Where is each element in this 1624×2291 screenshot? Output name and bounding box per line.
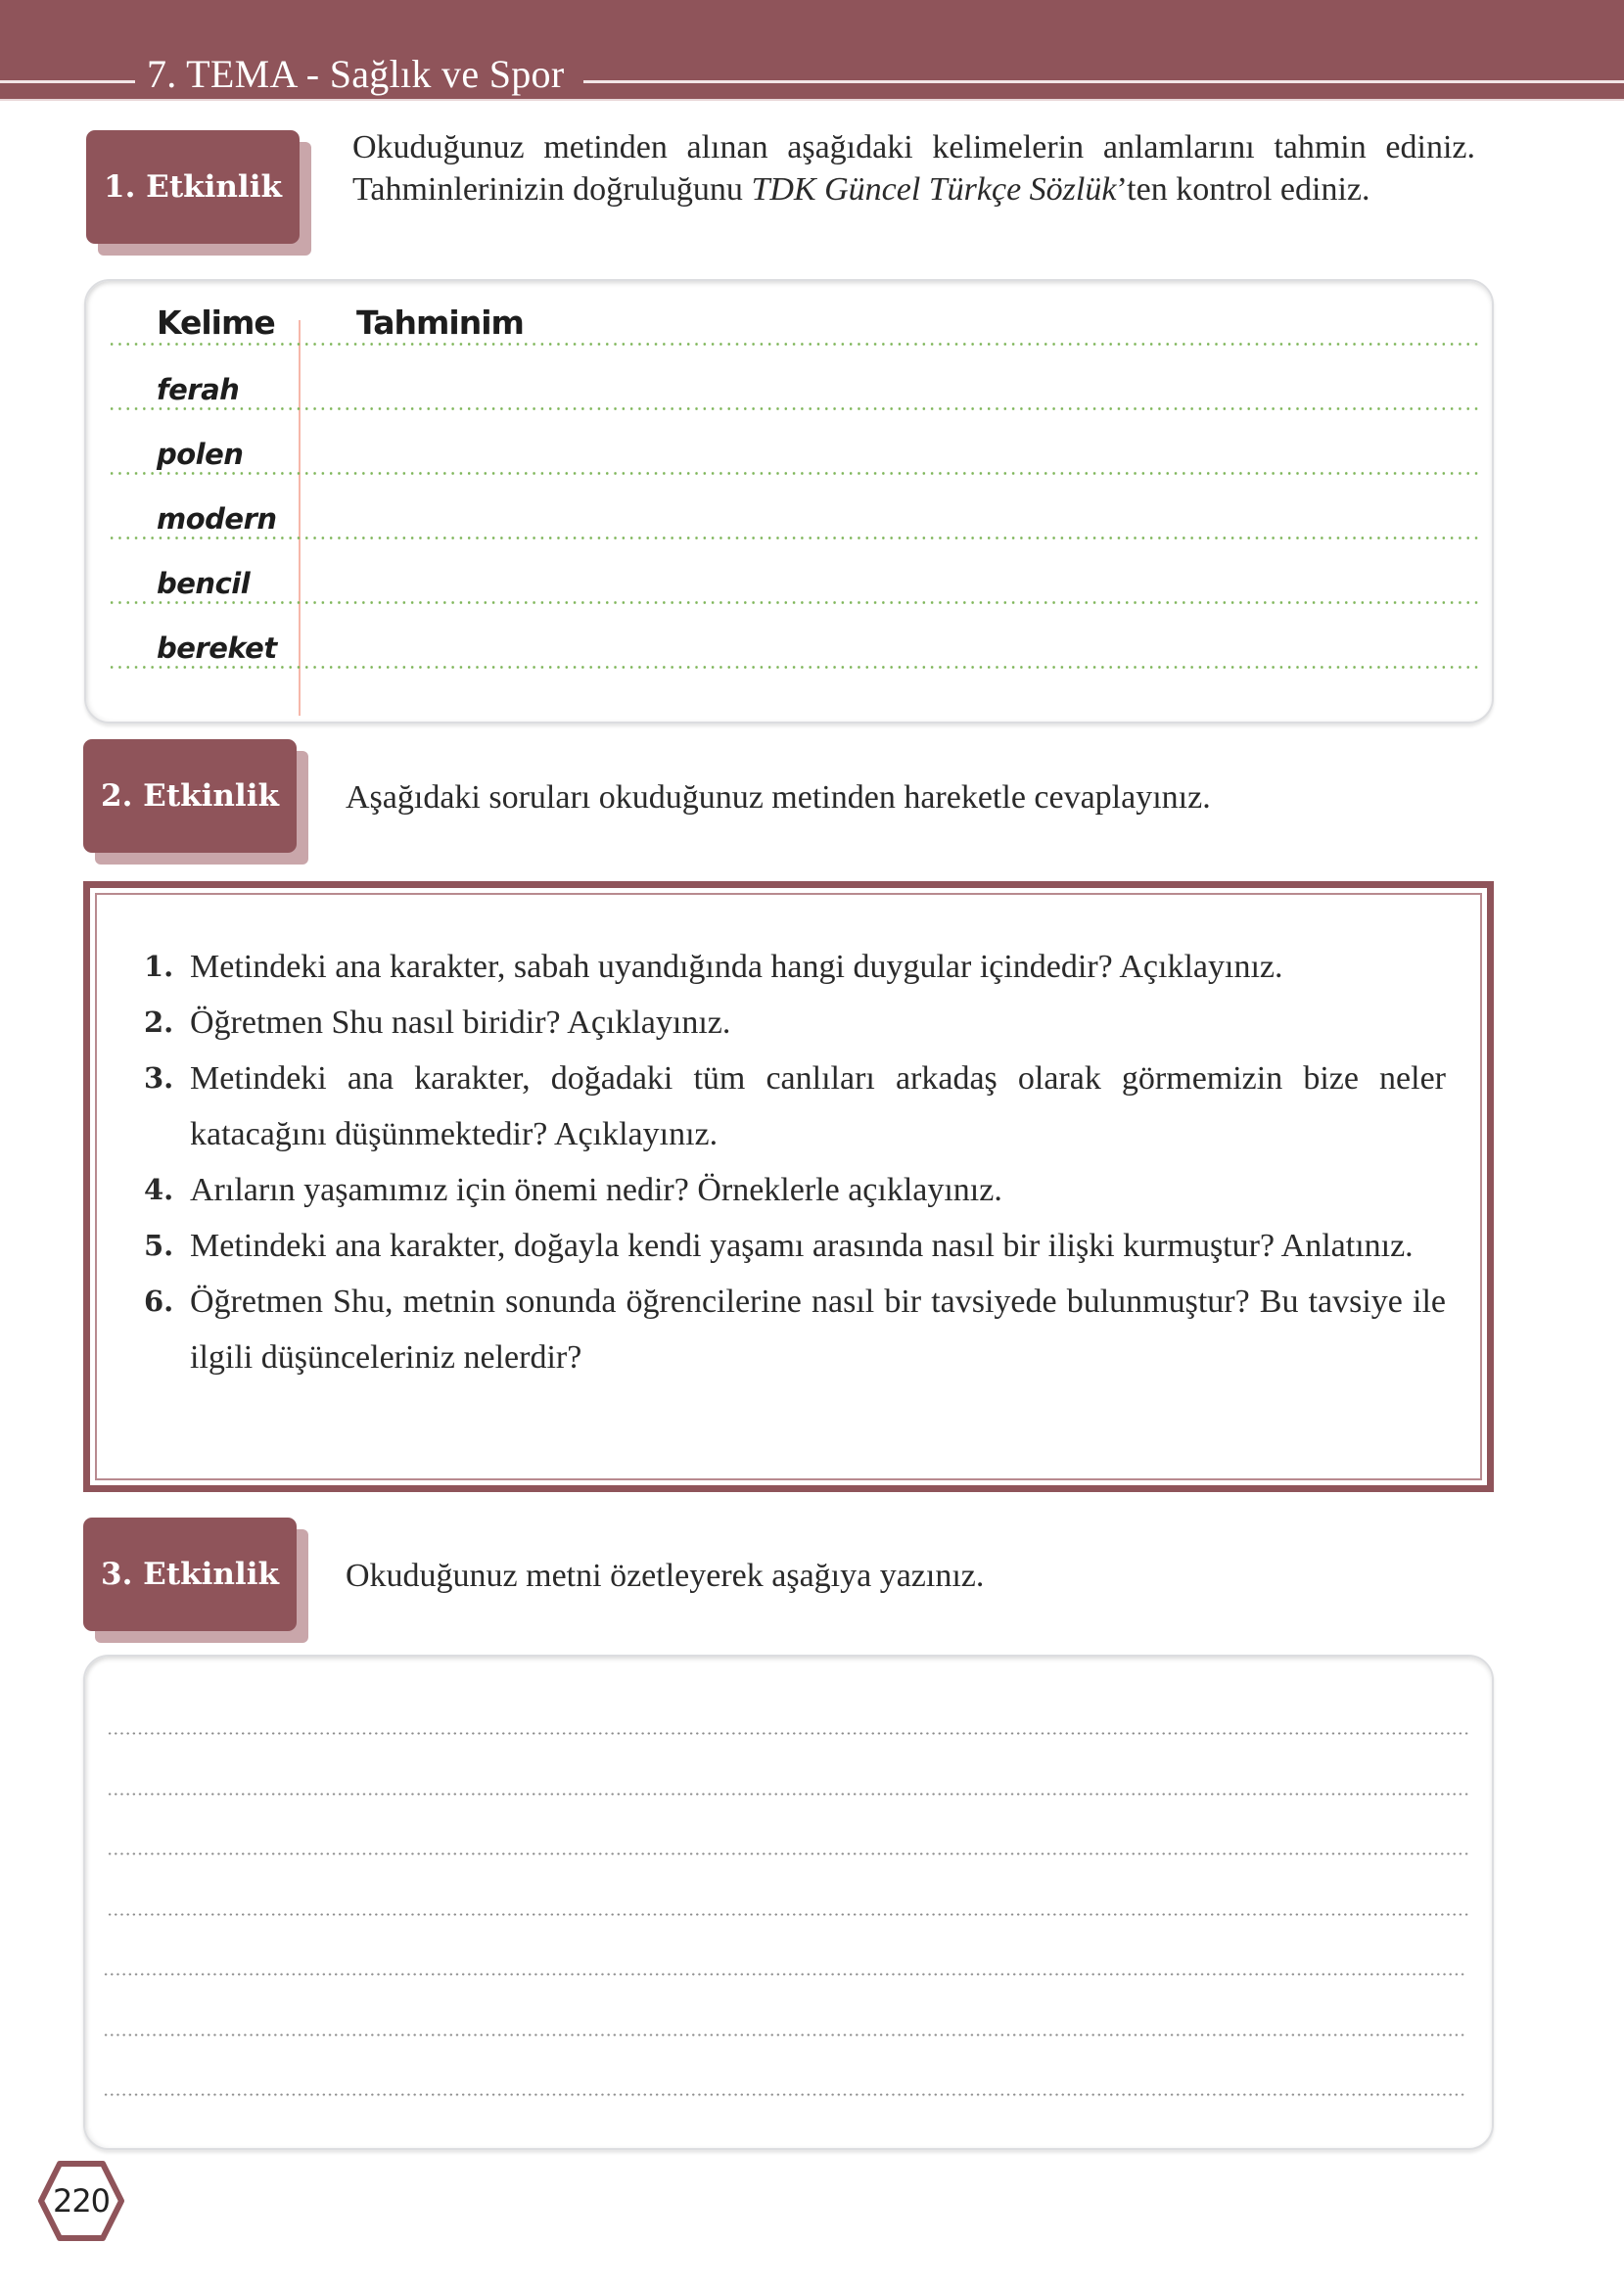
question-number: 4. bbox=[144, 1173, 174, 1206]
question-item bbox=[144, 1218, 1446, 1274]
activity-3-instruction: Okuduğunuz metni özetleyerek aşağıya yazınız. bbox=[346, 1558, 985, 1594]
page-number: 220 bbox=[52, 2182, 111, 2220]
chapter-title: 7. TEMA - Sağlık ve Spor bbox=[147, 52, 565, 96]
instruction-text-end: ’ten kontrol ediniz. bbox=[1116, 171, 1370, 208]
question-item bbox=[144, 1274, 1446, 1385]
writing-line[interactable] bbox=[103, 2034, 1465, 2036]
question-item bbox=[144, 1162, 1446, 1218]
question-number: 6. bbox=[144, 1285, 174, 1318]
questions-box bbox=[83, 881, 1494, 1492]
table-row[interactable] bbox=[108, 346, 1478, 410]
activity-2-label: 2. Etkinlik bbox=[101, 778, 279, 814]
instruction-text: Okuduğunuz metinden alınan aşağıdaki kelimelerin anlamlarını tahmin ediniz. Tahminlerinizin doğruluğunu bbox=[352, 129, 1475, 208]
activity-2-instruction: Aşağıdaki soruları okuduğunuz metinden hareketle cevaplayınız. bbox=[346, 779, 1211, 816]
word-polen: polen bbox=[157, 438, 244, 471]
question-text: Öğretmen Shu nasıl biridir? Açıklayınız. bbox=[190, 1005, 731, 1041]
question-item bbox=[144, 939, 1446, 995]
question-number: 5. bbox=[144, 1229, 174, 1262]
writing-line[interactable] bbox=[103, 2093, 1465, 2096]
table-row[interactable] bbox=[108, 410, 1478, 475]
question-item bbox=[144, 995, 1446, 1051]
chapter-header-band bbox=[0, 0, 1624, 99]
word-modern: modern bbox=[157, 502, 277, 536]
writing-line[interactable] bbox=[107, 1793, 1469, 1796]
question-text: Metindeki ana karakter, doğayla kendi yaşamı arasında nasıl bir ilişki kurmuştur? Anlatınız. bbox=[190, 1228, 1414, 1264]
activity-3-label: 3. Etkinlik bbox=[101, 1557, 279, 1592]
question-text: Metindeki ana karakter, doğadaki tüm canlıları arkadaş olarak görmemizin bize neler katacağını düşünmektedir? Açıklayınız. bbox=[190, 1060, 1446, 1152]
question-number: 1. bbox=[144, 950, 174, 983]
activity-1-badge bbox=[86, 130, 313, 257]
questions-list bbox=[144, 939, 1446, 1385]
header-rule-left bbox=[0, 80, 135, 83]
question-text: Arıların yaşamımız için önemi nedir? Örneklerle açıklayınız. bbox=[190, 1172, 1002, 1208]
activity-1-label: 1. Etkinlik bbox=[104, 169, 282, 205]
writing-line[interactable] bbox=[107, 1852, 1469, 1855]
question-text: Öğretmen Shu, metnin sonunda öğrencilerine nasıl bir tavsiyede bulunmuştur? Bu tavsiye ile ilgili düşünceleriniz nelerdir? bbox=[190, 1284, 1446, 1376]
word-bencil: bencil bbox=[157, 567, 251, 600]
badge-body bbox=[86, 130, 300, 244]
table-row[interactable] bbox=[108, 475, 1478, 539]
dotted-rule bbox=[108, 666, 1478, 669]
header-rule-right bbox=[583, 80, 1624, 83]
table-header-row bbox=[108, 281, 1478, 346]
writing-line[interactable] bbox=[103, 1973, 1465, 1976]
activity-3-badge bbox=[83, 1518, 310, 1645]
summary-writing-area[interactable] bbox=[83, 1655, 1494, 2150]
activity-2-badge bbox=[83, 739, 310, 866]
header-tahminim: Tahminim bbox=[356, 304, 524, 342]
badge-body bbox=[83, 739, 297, 853]
badge-body bbox=[83, 1518, 297, 1631]
writing-line[interactable] bbox=[107, 1913, 1469, 1916]
header-kelime: Kelime bbox=[157, 304, 275, 342]
writing-line[interactable] bbox=[107, 1732, 1469, 1735]
table-row[interactable] bbox=[108, 604, 1478, 669]
word-ferah: ferah bbox=[157, 373, 240, 406]
word-bereket: bereket bbox=[157, 631, 277, 665]
vocabulary-table bbox=[84, 279, 1494, 724]
table-row[interactable] bbox=[108, 539, 1478, 604]
page-number-badge bbox=[35, 2160, 127, 2242]
activity-1-instruction bbox=[352, 126, 1475, 210]
dictionary-name: TDK Güncel Türkçe Sözlük bbox=[751, 171, 1117, 208]
header-bottom-edge bbox=[0, 99, 1624, 101]
question-text: Metindeki ana karakter, sabah uyandığında hangi duygular içindedir? Açıklayınız. bbox=[190, 949, 1283, 985]
question-number: 2. bbox=[144, 1005, 174, 1039]
question-item bbox=[144, 1051, 1446, 1162]
question-number: 3. bbox=[144, 1061, 174, 1095]
